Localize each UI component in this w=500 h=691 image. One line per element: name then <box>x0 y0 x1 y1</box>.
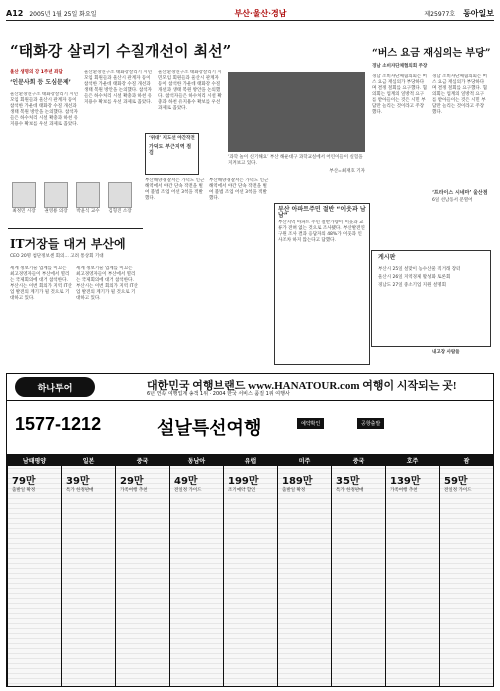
ad-region-line: 출발일 확정 <box>282 488 306 493</box>
apartment-story <box>274 203 370 365</box>
issue-date: 2005년 1월 25일 화요일 <box>29 10 97 18</box>
lead-body: 울산환경연구소 태화강살리기 시민모임 회원들과 울산시 관계자 등이 참석한 가운데 태화강 수질 개선과 생태 복원 방안을 논의했다. 참석자들은 하수처리 시설 확충과 하천 유지용수 확보를 우선 과제로 꼽았다. <box>10 92 79 127</box>
ad-region-line: 전일정 가이드 <box>444 488 472 493</box>
ad-region-line: 특가 한정판매 <box>336 488 364 493</box>
it-headline: IT거장들 대거 부산에 <box>10 237 126 251</box>
issue-number: 제25977호 <box>424 10 456 18</box>
ad-region-cell <box>115 454 169 686</box>
ad-region-cell <box>169 454 223 686</box>
ad-special: 설날특선여행 <box>157 418 262 439</box>
ad-region-line: 특가 한정판매 <box>66 488 94 493</box>
ad-region-price: 49만 <box>174 476 198 487</box>
it-deck: CEO 20명 첨단정보센 회의… 고려 통상회 기대 <box>10 254 104 259</box>
bus-kicker: 경남 소비자단체협의회 주장 <box>372 64 428 69</box>
ad-region-price: 139만 <box>390 476 421 487</box>
it-body-col2: 세계 정보기술 업계를 이끄는 최고경영자들이 부산에서 열리는 국제회의에 대거 참석한다. 부산시는 이번 회의가 지역 IT산업 발전의 계기가 될 것으로 기대하고 있다. <box>76 266 138 301</box>
ad-region-cell <box>277 454 331 686</box>
bus-headline: “버스 요금 재심의는 부당” <box>372 48 491 59</box>
ad-region-line: 전일정 가이드 <box>174 488 202 493</box>
ad-region-cell <box>7 454 61 686</box>
ad-region-cell <box>385 454 439 686</box>
box-body: 부산해양경찰서는 가덕도 인근 해역에서 야간 단속 작전을 벌여 불법 조업 어선 3척을 적발했다. <box>145 178 205 201</box>
lead-subheadline: ‘인문사회 등 도심문제’ <box>10 79 71 86</box>
travel-ad <box>6 373 494 687</box>
ad-topbar <box>7 374 493 401</box>
festival-title: ‘프라이스 시네마’ 울산점 <box>432 190 488 196</box>
ad-tag: 공항출발 <box>357 418 384 429</box>
ad-subslogan: 6년 연속 여행업계 송객 1위 · 2004 한국 서비스 품질 1위 여행사 <box>147 391 290 397</box>
ad-region-price: 29만 <box>120 476 144 487</box>
ad-tag: 예약확인 <box>297 418 324 429</box>
ad-region-name: 미주 <box>278 454 331 466</box>
bus-body: 경남 소비자단체협의회는 버스 요금 재심의가 부당하다며 결정 철회를 요구했다. 협의회는 업계의 일방적 요구를 받아들이는 것은 시민 부담만 늘리는 것이라고 주장했다. <box>372 74 428 115</box>
ad-region-price: 79만 <box>12 476 36 487</box>
ad-region-price: 59만 <box>444 476 468 487</box>
bulletin-item: 경남도 27일 중소기업 지원 설명회 <box>378 283 446 288</box>
ad-region-price: 189만 <box>282 476 313 487</box>
ad-region-line: 가족여행 추천 <box>120 488 148 493</box>
divider <box>8 228 143 229</box>
headshot-caption: 최정민 시장 <box>12 209 36 214</box>
ad-region-line: 가족여행 추천 <box>390 488 418 493</box>
ad-region-price: 35만 <box>336 476 360 487</box>
headshot-caption: 김형진 소장 <box>108 209 132 214</box>
bulletin-item: 울산시 26일 지역경제 활성화 토론회 <box>378 275 451 280</box>
headshot-photo <box>108 182 132 208</box>
newspaper-logo: 동아일보 <box>463 7 494 18</box>
page-header <box>6 6 494 21</box>
page-number: A12 <box>6 8 24 18</box>
ad-region-grid <box>7 454 493 686</box>
apartment-body: 부산지역 아파트 주민 절반가량이 이웃과 교류가 전혀 없는 것으로 조사됐다. 부산발전연구원 조사 결과 응답자의 48%가 이웃과 인사조차 하지 않는다고 답했다. <box>278 220 365 243</box>
bulletin-box <box>371 250 491 347</box>
ad-region-cell <box>439 454 493 686</box>
headshot-photo <box>44 182 68 208</box>
obit-title: 내고장 사람들 <box>432 350 460 355</box>
ad-region-name: 괌 <box>440 454 493 466</box>
ad-region-name: 호주 <box>386 454 439 466</box>
ad-region-name: 유럽 <box>224 454 277 466</box>
headshot-photo <box>12 182 36 208</box>
ad-region-name: 중국 <box>116 454 169 466</box>
box-label: ‘위대’ 지도선 야간작전 <box>149 136 195 141</box>
apartment-headline: 부산 아파트주민 절반 “이웃과 남남” <box>278 206 366 219</box>
ad-phone: 1577-1212 <box>15 414 102 434</box>
box-story <box>145 133 199 175</box>
ad-slogan: 대한민국 여행브랜드 www.HANATOUR.com 여행이 시작되는 곳! <box>147 380 457 392</box>
lead-headline: “태화강 살리기 수질개선이 최선” <box>10 42 232 60</box>
ad-region-name: 동남아 <box>170 454 223 466</box>
ad-region-cell <box>223 454 277 686</box>
ad-region-line: 출발일 확정 <box>12 488 36 493</box>
ad-region-name: 남태평양 <box>8 454 61 466</box>
photo-credit: 부산=최재호 기자 <box>329 169 365 174</box>
bulletin-item: 부산시 25일 설맞이 농수산물 직거래 장터 <box>378 267 461 272</box>
ad-region-name: 일본 <box>62 454 115 466</box>
box-body-col2: 부산해양경찰서는 가덕도 인근 해역에서 야간 단속 작전을 벌여 불법 조업 어선 3척을 적발했다. <box>209 178 269 201</box>
news-photo <box>228 72 365 152</box>
ad-region-price: 39만 <box>66 476 90 487</box>
headshot-caption: 박윤식 교수 <box>76 209 100 214</box>
ad-region-cell <box>61 454 115 686</box>
bulletin-title: 게시판 <box>378 254 396 261</box>
lead-body-col3: 울산환경연구소 태화강살리기 시민모임 회원들과 울산시 관계자 등이 참석한 가운데 태화강 수질 개선과 생태 복원 방안을 논의했다. 참석자들은 하수처리 시설 확충과 하천 유지용수 확보를 우선 과제로 꼽았다. <box>158 70 222 111</box>
photo-caption: ‘과학 놀이 신기해요’ 부산 해운대구 과학교실에서 어린이들이 실험을 지켜보고 있다. <box>228 155 363 166</box>
box-headline: 가덕도 부근지역 점검 <box>149 144 192 156</box>
lead-body-col2: 울산환경연구소 태화강살리기 시민모임 회원들과 울산시 관계자 등이 참석한 가운데 태화강 수질 개선과 생태 복원 방안을 논의했다. 참석자들은 하수처리 시설 확충과 하천 유지용수 확보를 우선 과제로 꼽았다. <box>84 70 153 105</box>
headshot-caption: 권영룡 의장 <box>44 209 68 214</box>
ad-region-cell <box>331 454 385 686</box>
ad-logo: 하나투어 <box>15 377 95 397</box>
lead-kicker: 울산 생명의 강 1주년 좌담 <box>10 70 63 75</box>
ad-region-line: 조기예약 할인 <box>228 488 256 493</box>
it-body: 세계 정보기술 업계를 이끄는 최고경영자들이 부산에서 열리는 국제회의에 대거 참석한다. 부산시는 이번 회의가 지역 IT산업 발전의 계기가 될 것으로 기대하고 있다. <box>10 266 72 301</box>
festival-sub: 6일 선남동서 문열어 <box>432 198 473 203</box>
headshot-photo <box>76 182 100 208</box>
ad-region-price: 199만 <box>228 476 259 487</box>
ad-region-name: 중국 <box>332 454 385 466</box>
bus-body-col2: 경남 소비자단체협의회는 버스 요금 재심의가 부당하다며 결정 철회를 요구했다. 협의회는 업계의 일방적 요구를 받아들이는 것은 시민 부담만 늘리는 것이라고 주장했다. <box>432 74 488 115</box>
section-title: 부산·울산·경남 <box>234 7 287 18</box>
